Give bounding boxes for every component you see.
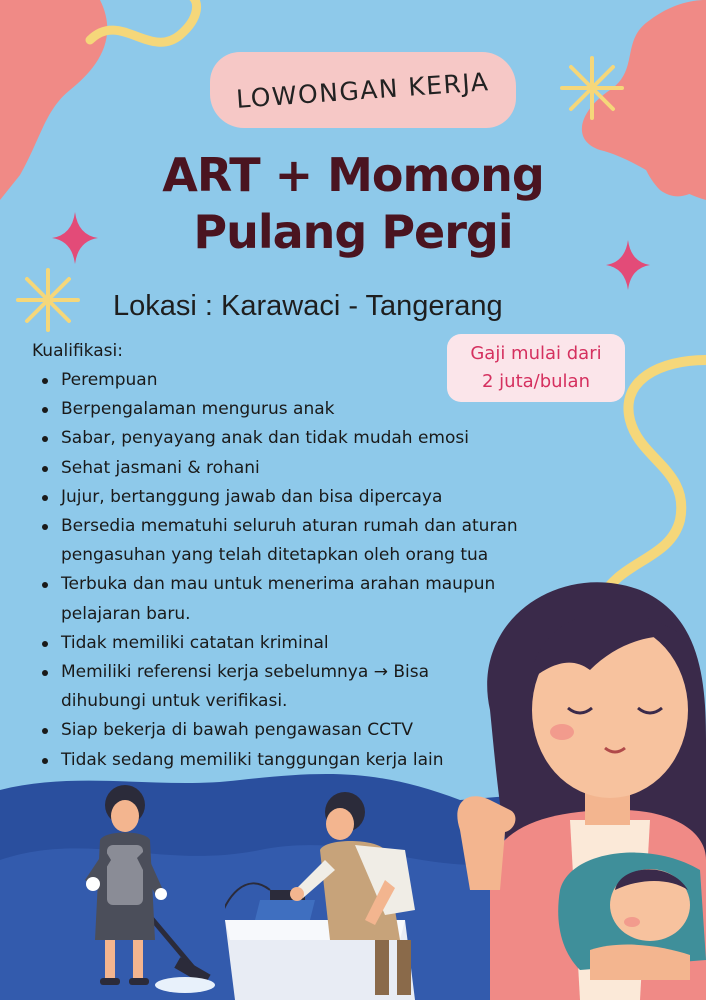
salary-line1: Gaji mulai dari xyxy=(470,343,602,364)
list-item: Tidak memiliki catatan kriminal xyxy=(42,629,602,658)
woman-mopping-illustration xyxy=(45,780,215,1000)
list-item: Berpengalaman mengurus anak xyxy=(42,395,602,424)
badge-text: LOWONGAN KERJA xyxy=(235,66,491,114)
list-item: Perempuan xyxy=(42,366,602,395)
list-item: Memiliki referensi kerja sebelumnya → Bisa dihubungi untuk verifikasi. xyxy=(42,658,491,716)
woman-ironing-illustration xyxy=(225,790,455,1000)
poster-title-line1: ART + Momong xyxy=(162,148,544,202)
list-item: Sabar, penyayang anak dan tidak mudah emosi xyxy=(42,424,602,453)
list-item: Tidak sedang memiliki tanggungan kerja lain xyxy=(42,746,602,775)
qualifications-heading: Kualifikasi: xyxy=(32,341,123,361)
list-item: Bersedia mematuhi seluruh aturan rumah dan aturan pengasuhan yang telah ditetapkan oleh orang tua xyxy=(42,512,581,570)
mother-holding-baby-illustration xyxy=(450,560,706,1000)
poster-title-line2: Pulang Pergi xyxy=(193,205,513,259)
sparkle-yellow-top-right xyxy=(562,58,622,118)
list-item: Terbuka dan mau untuk menerima arahan maupun pelajaran baru. xyxy=(42,570,551,628)
job-vacancy-badge xyxy=(210,52,516,128)
location-text: Lokasi : Karawaci - Tangerang xyxy=(113,290,503,322)
sparkle-yellow-left xyxy=(18,270,78,330)
list-item: Sehat jasmani & rohani xyxy=(42,454,602,483)
list-item: Siap bekerja di bawah pengawasan CCTV xyxy=(42,716,602,745)
list-item: Jujur, bertanggung jawab dan bisa dipercaya xyxy=(42,483,602,512)
salary-line2: 2 juta/bulan xyxy=(481,371,590,392)
